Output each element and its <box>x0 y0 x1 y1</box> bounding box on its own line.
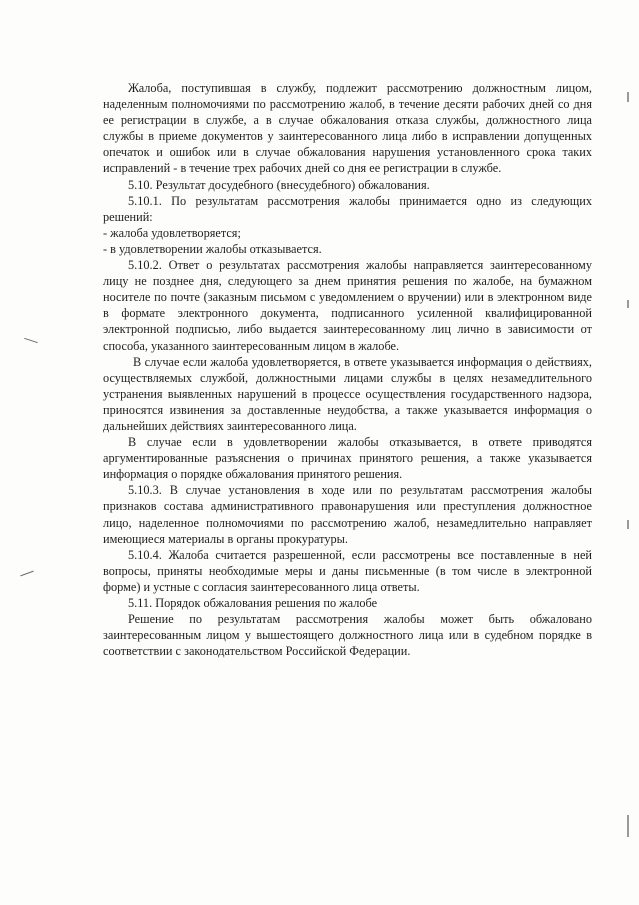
list-item-satisfied: - жалоба удовлетворяется; <box>103 225 241 240</box>
paragraph-5-10-3: 5.10.3. В случае установления в ходе или по результатам рассмотрения жалобы признаков состава административного правонарушения или преступления должностное лицо, наделенное полномочиями по рассмотрению жалоб, незамедлительно направляет имеющиеся материалы в органы прокуратуры. <box>103 483 592 546</box>
paragraph-5-10-1: 5.10.1. По результатам рассмотрения жалобы принимается одно из следующих решений: <box>103 193 592 224</box>
section-heading-5-10: 5.10. Результат досудебного (внесудебного) обжалования. <box>128 177 430 192</box>
paragraph-appeal: Решение по результатам рассмотрения жалобы может быть обжаловано заинтересованным лицом у вышестоящего должностного лица или в судебном порядке в соответствии с законодательством Российской Федерации. <box>103 612 592 659</box>
document-body <box>103 80 592 659</box>
paragraph-satisfied-case: В случае если жалоба удовлетворяется, в ответе указывается информация о действиях, осуществляемых службой, должностными лицами службы в целях незамедлительного устранения выявленных нарушений в процессе осуществления государственного надзора, приносятся извинения за доставленные неудобства, а также указывается информация о дальнейших действиях заинтересованного лица. <box>103 354 592 433</box>
scan-edge-mark-1 <box>627 92 629 102</box>
punch-hole-mark-top <box>24 338 38 343</box>
scan-edge-mark-2 <box>627 300 629 308</box>
punch-hole-mark-bottom <box>20 571 33 577</box>
paragraph-review-deadline: Жалоба, поступившая в службу, подлежит рассмотрению должностным лицом, наделенным полномочиями по рассмотрению жалоб, в течение десяти рабочих дней со дня ее регистрации в службе, а в случае обжалования отказа службы, должностного лица службы в приеме документов у заинтересованного лица либо в исправлении допущенных опечаток и ошибок или в случае обжалования нарушения установленного срока таких исправлений - в течение трех рабочих дней со дня ее регистрации в службе. <box>103 81 592 176</box>
scan-edge-mark-3 <box>627 520 629 529</box>
paragraph-5-10-4: 5.10.4. Жалоба считается разрешенной, если рассмотрены все поставленные в ней вопросы, приняты необходимые меры и даны письменные (в том числе в электронной форме) и устные с согласия заинтересованного лица ответы. <box>103 547 592 594</box>
section-heading-5-11: 5.11. Порядок обжалования решения по жалобе <box>128 596 378 610</box>
paragraph-refused-case: В случае если в удовлетворении жалобы отказывается, в ответе приводятся аргументированные разъяснения о причинах принятого решения, а также указывается информация о порядке обжалования принятого решения. <box>103 435 592 482</box>
scan-edge-mark-4 <box>627 815 629 837</box>
list-item-refused: - в удовлетворении жалобы отказывается. <box>103 241 322 256</box>
paragraph-5-10-2: 5.10.2. Ответ о результатах рассмотрения жалобы направляется заинтересованному лицу не позднее дня, следующего за днем принятия решения по жалобе, на бумажном носителе по почте (заказным письмом с уведомлением о вручении) или в электронном виде в формате электронного документа, подписанного усиленной квалифицированной электронной подписью, либо выдается заинтересованному лиц лично в зависимости от способа, указанного заинтересованным лицом в жалобе. <box>103 258 592 353</box>
